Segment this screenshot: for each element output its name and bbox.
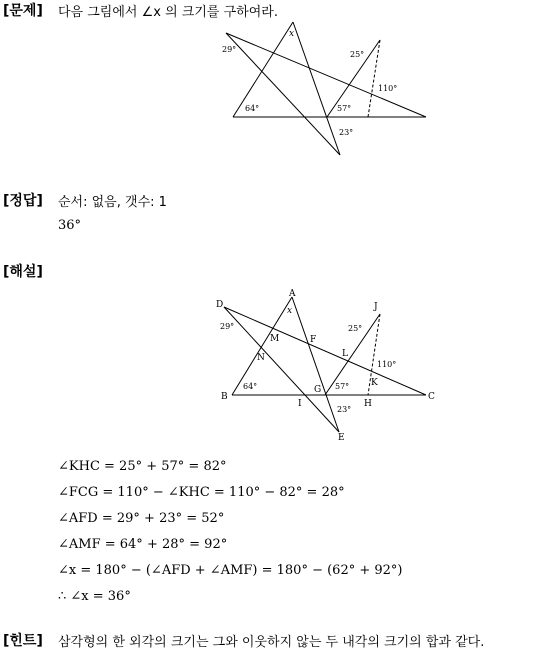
fig2-label-J: J: [374, 302, 378, 312]
problem-text: 다음 그림에서 ∠x 의 크기를 구하여라.: [58, 5, 278, 20]
fig2-label-E: E: [338, 433, 345, 443]
fig2-label-L: L: [342, 349, 348, 359]
problem-label: [문제]: [3, 3, 43, 19]
fig2-label-N: N: [257, 353, 265, 363]
fig2-label-G: G: [314, 385, 322, 395]
problem-figure: [215, 20, 435, 160]
fig1-label-57: 57°: [337, 104, 352, 113]
fig1-label-x: x: [289, 29, 295, 39]
hint-text: 삼각형의 한 외각의 크기는 그와 이웃하지 않는 두 내각의 크기의 합과 같다.: [58, 635, 485, 650]
solution-step-1: ∠KHC = 25° + 57° = 82°: [58, 459, 227, 474]
fig2-label-B: B: [221, 392, 228, 402]
solution-step-4: ∠AMF = 64° + 28° = 92°: [58, 537, 228, 552]
fig2-label-H: H: [364, 399, 372, 409]
fig1-label-25: 25°: [350, 50, 365, 59]
answer-label: [정답]: [3, 193, 43, 209]
fig2-label-C: C: [428, 392, 435, 402]
solution-step-3: ∠AFD = 29° + 23° = 52°: [58, 511, 225, 526]
solution-label: [해설]: [3, 264, 43, 280]
solution-step-6: ∴ ∠x = 36°: [58, 589, 131, 604]
fig2-label-I: I: [298, 399, 302, 409]
fig1-label-29: 29°: [222, 45, 237, 54]
answer-line1: 순서: 없음, 갯수: 1: [58, 195, 167, 210]
fig2-label-K: K: [371, 378, 378, 388]
solution-figure: [212, 283, 442, 443]
solution-step-2: ∠FCG = 110° − ∠KHC = 110° − 82° = 28°: [58, 485, 345, 500]
fig2-label-57: 57°: [335, 382, 350, 391]
solution-step-5: ∠x = 180° − (∠AFD + ∠AMF) = 180° − (62° + 92°): [58, 563, 403, 578]
hint-label: [힌트]: [3, 633, 43, 649]
fig2-label-29: 29°: [220, 322, 235, 331]
fig2-label-25: 25°: [348, 324, 363, 333]
fig1-label-110: 110°: [378, 84, 398, 93]
fig2-label-23: 23°: [337, 405, 352, 414]
fig2-label-A: A: [289, 289, 296, 299]
fig2-label-M: M: [270, 334, 280, 344]
fig2-label-64: 64°: [243, 382, 258, 391]
fig2-label-F: F: [310, 335, 317, 345]
answer-line2: 36°: [58, 218, 82, 233]
fig1-label-64: 64°: [245, 104, 260, 113]
fig2-label-D: D: [216, 300, 224, 310]
fig2-label-x: x: [287, 306, 293, 316]
fig2-label-110: 110°: [377, 360, 397, 369]
fig1-label-23: 23°: [339, 128, 354, 137]
